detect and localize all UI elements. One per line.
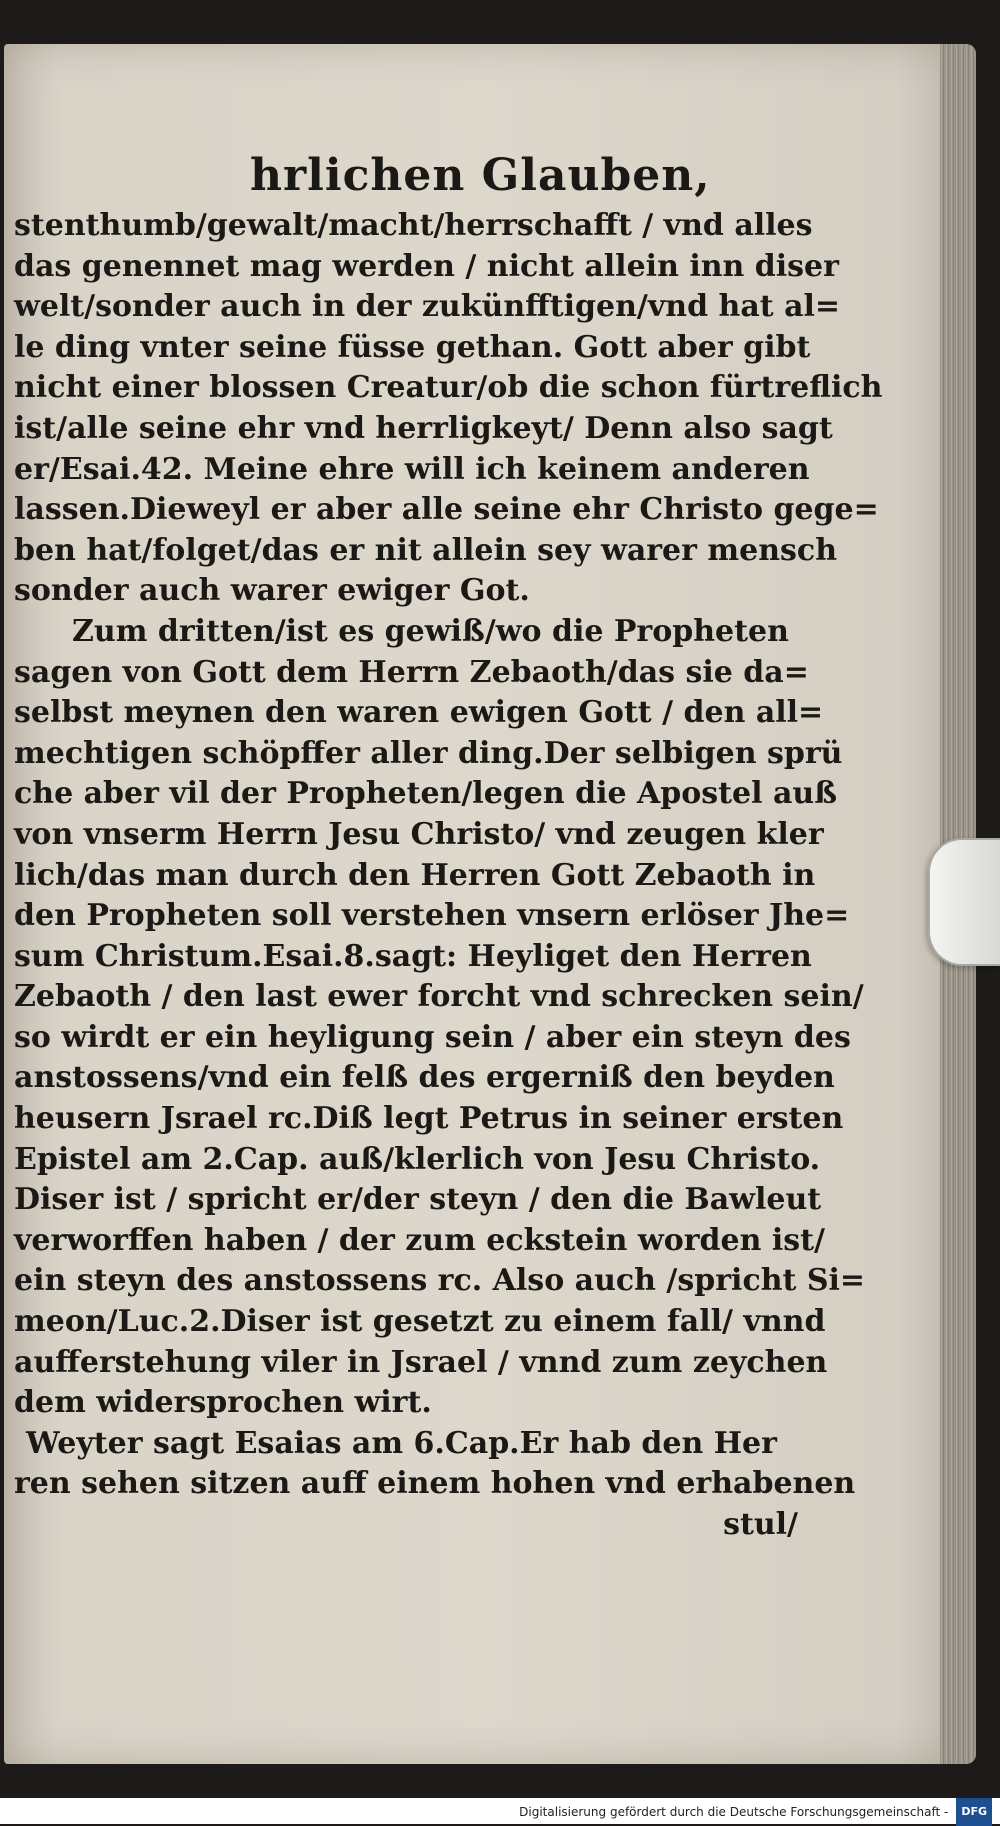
text-line: Diser ist / spricht er/der steyn / den die Bawleut <box>14 1182 822 1218</box>
text-line: so wirdt er ein heyligung sein / aber ein steyn des <box>14 1019 851 1055</box>
text-line: den Propheten soll verstehen vnsern erlöser Jhe= <box>14 898 850 934</box>
text-line: dem widersprochen wirt. <box>14 1385 432 1421</box>
text-line: ben hat/folget/das er nit allein sey warer mensch <box>14 532 838 568</box>
dfg-logo: DFG <box>956 1798 992 1826</box>
text-line: heusern Jsrael rc.Diß legt Petrus in seiner ersten <box>14 1101 844 1137</box>
text-line: Zum dritten/ist es gewiß/wo die Propheten <box>72 613 789 649</box>
text-line: anstossens/vnd ein felß des ergerniß den beyden <box>14 1060 835 1096</box>
text-line: lassen.Dieweyl er aber alle seine ehr Christo gege= <box>14 492 879 528</box>
text-line: sagen von Gott dem Herrn Zebaoth/das sie da= <box>14 654 809 690</box>
body-text <box>14 206 883 1546</box>
text-line: ein steyn des anstossens rc. Also auch /spricht Si= <box>14 1263 866 1299</box>
text-line: sonder auch warer ewiger Got. <box>14 573 530 609</box>
page-clip <box>928 838 1000 966</box>
text-line: ren sehen sitzen auff einem hohen vnd erhabenen <box>14 1466 856 1502</box>
text-line: meon/Luc.2.Diser ist gesetzt zu einem fall/ vnnd <box>14 1304 826 1340</box>
footer-bar <box>0 1798 1000 1824</box>
text-line: Zebaoth / den last ewer forcht vnd schrecken sein/ <box>14 979 864 1015</box>
text-line: er/Esai.42. Meine ehre will ich keinem anderen <box>14 451 810 487</box>
text-line: ist/alle seine ehr vnd herrligkeyt/ Denn also sagt <box>14 410 833 446</box>
text-line: stul/ <box>723 1507 798 1542</box>
text-line: selbst meynen den waren ewigen Gott / den all= <box>14 695 824 731</box>
text-line: stenthumb/gewalt/macht/herrschafft / vnd alles <box>14 208 813 243</box>
text-line: le ding vnter seine füsse gethan. Gott aber gibt <box>14 329 811 365</box>
text-line: verworffen haben / der zum eckstein worden ist/ <box>14 1222 825 1258</box>
footer-credit: Digitalisierung gefördert durch die Deutsche Forschungsgemeinschaft - <box>519 1804 949 1819</box>
text-line: che aber vil der Propheten/legen die Apostel auß <box>14 776 837 812</box>
text-line: welt/sonder auch in der zukünfftigen/vnd hat al= <box>14 289 841 325</box>
text-line: das genennet mag werden / nicht allein inn diser <box>14 248 839 284</box>
text-line: von vnserm Herrn Jesu Christo/ vnd zeugen kler <box>14 816 824 852</box>
text-line: mechtigen schöpffer aller ding.Der selbigen sprü <box>14 735 843 771</box>
text-line: aufferstehung viler in Jsrael / vnnd zum zeychen <box>14 1344 828 1380</box>
text-line: sum Christum.Esai.8.sagt: Heyliget den Herren <box>14 938 812 974</box>
text-line: nicht einer blossen Creatur/ob die schon fürtreflich <box>14 370 883 406</box>
page-heading: hrlichen Glauben, <box>250 150 711 201</box>
text-line: lich/das man durch den Herren Gott Zebaoth in <box>14 857 816 893</box>
text-line: Epistel am 2.Cap. auß/klerlich von Jesu Christo. <box>14 1141 821 1177</box>
text-line: Weyter sagt Esaias am 6.Cap.Er hab den Her <box>26 1425 777 1461</box>
